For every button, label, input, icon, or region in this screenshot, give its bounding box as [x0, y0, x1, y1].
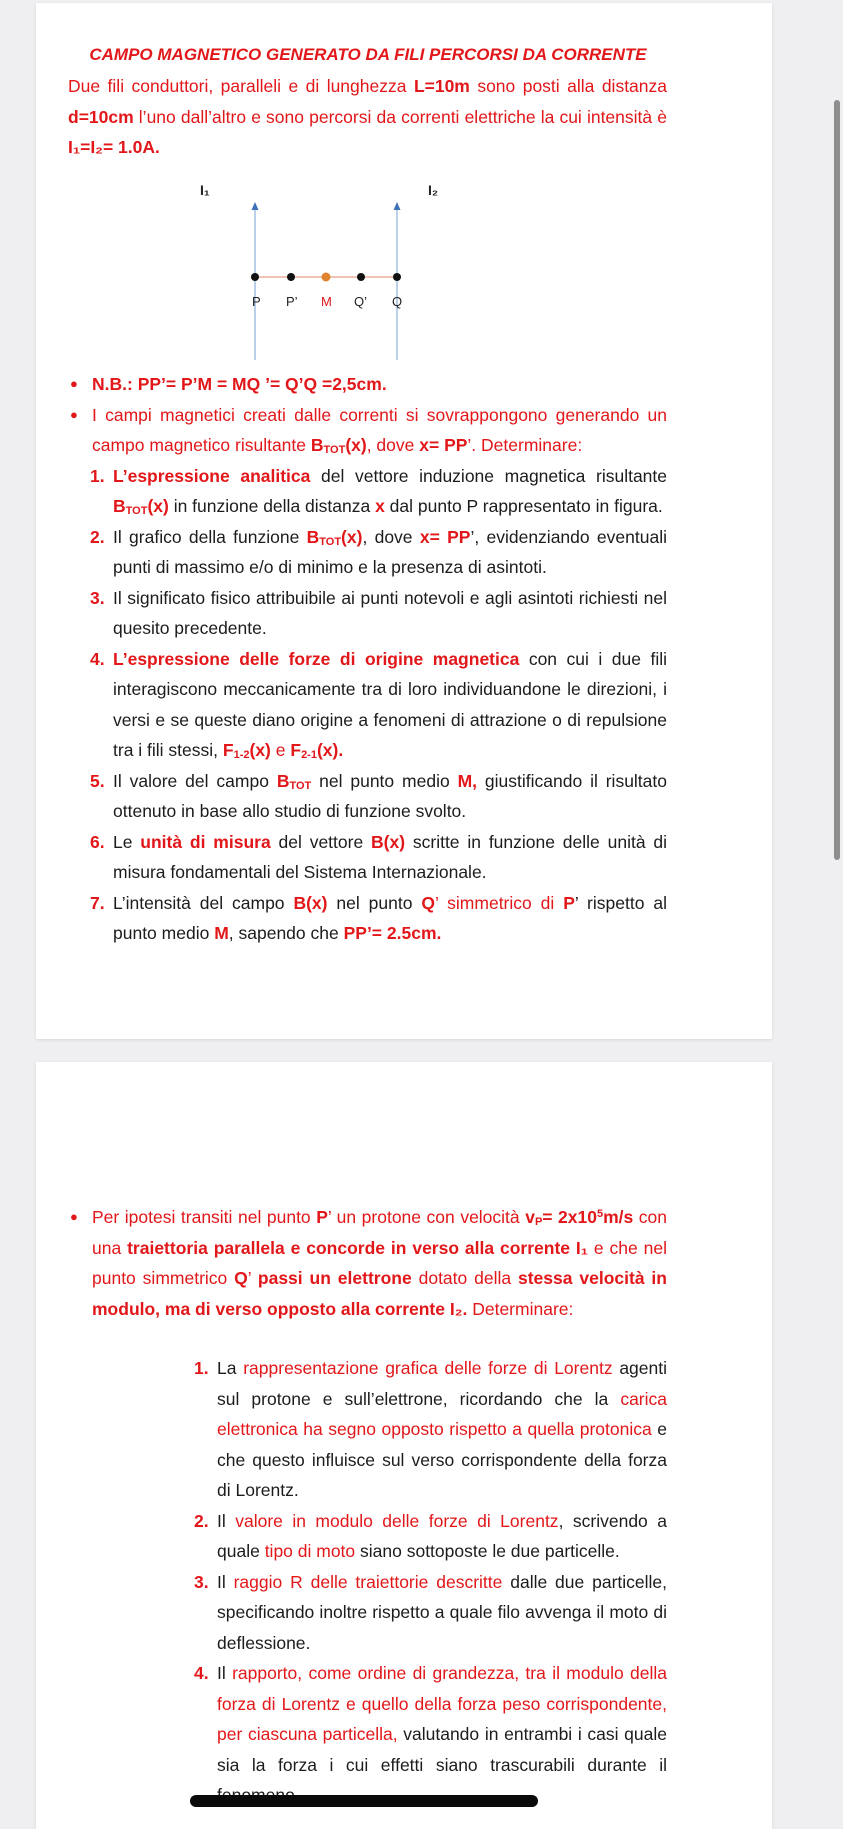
label-q: Q [392, 294, 403, 309]
scrollbar[interactable] [834, 100, 840, 860]
btot-q5: $B_{TOT}$ [276, 770, 312, 792]
f12: $F_{1-2}(x)$ [222, 740, 271, 761]
btot-q1: $B_{TOT}(x)$ [113, 496, 169, 517]
point-p-prime [287, 273, 295, 281]
bullet-campi: ● I campi magnetici creati dalle correnti si sovrappongono generando un campo magnetico risultante $B_{TOT}(x)$, dove x= PP’. Determinare: [70, 404, 667, 456]
point-m [322, 273, 331, 282]
question-2-2: 2. Il valore in modulo delle forze di Lorentz, scrivendo a quale tipo di moto siano sottoposte le due particelle. [194, 1510, 667, 1561]
bullet-list [70, 369, 667, 949]
wire1-label: I₁ [200, 182, 210, 198]
page-title: CAMPO MAGNETICO GENERATO DA FILI PERCORSI DA CORRENTE [89, 45, 647, 64]
question-1-1: 1. L’espressione analitica del vettore induzione magnetica risultante $B_{TOT}(x)$ in funzione della distanza x dal punto P rappresentato in figura. [90, 465, 668, 517]
question-2-3: 3. Il raggio R delle traiettorie descritte dalle due particelle, specificando inoltre rispetto a quale filo avvenga il moto di deflessione. [194, 1571, 667, 1653]
question-1-7: 7. L’intensità del campo B(x) nel punto Q’ simmetrico di P’ rispetto al punto medio M, sapendo che PP’= 2.5cm. [90, 892, 667, 943]
label-q-prime: Q’ [354, 294, 367, 309]
label-m: M [321, 294, 332, 309]
point-p [251, 273, 259, 281]
wire2-label: I₂ [428, 182, 439, 198]
point-q [393, 273, 401, 281]
point-q-prime [357, 273, 365, 281]
velocity: $v_P= 2x10^5m/s$ [525, 1207, 634, 1228]
bullet-nb: ● N.B.: PP’= P’M = MQ ’= Q’Q =2,5cm. [70, 374, 387, 394]
question-1-5: 5. Il valore del campo $B_{TOT}$ nel punto medio M, giustificando il risultato ottenuto in base allo studio di funzione svolto. [90, 770, 667, 821]
f21: $F_{2-1}(x)$. [290, 740, 344, 761]
question-1-2: 2. Il grafico della funzione $B_{TOT}(x)$, dove x= PP’, evidenziando eventuali punti di massimo e/o di minimo e la presenza di asintoti. [90, 526, 667, 577]
btot-label: $B_{TOT}(x)$ [310, 435, 367, 456]
question-2-4: 4. Il rapporto, come ordine di grandezza, tra il modulo della forza di Lorentz e quello della forza peso corrispondente, per ciascuna particella, valutando in entrambi i casi quale sia la forza i cui effetti siano trascurabili durante il [194, 1663, 668, 1775]
questions-list-2 [172, 1353, 667, 1811]
wire2-arrow [394, 202, 401, 210]
label-p-prime: P’ [286, 294, 298, 309]
question-1-6: 6. Le unità di misura del vettore B(x) scritte in funzione delle unità di misura fondamentali del Sistema Internazionale. [90, 831, 667, 882]
wire1-arrow [252, 202, 259, 210]
btot-q2: $B_{TOT}(x)$ [306, 526, 363, 548]
bullet-protone: ● Per ipotesi transiti nel punto P’ un protone con velocità $v_P= 2x10^5m/s$ con una traiettoria parallela e concorde in verso alla corrente I₁ e che nel punto simmetrico Q’ passi un elettrone dotato della stessa velocità in modulo, ma di verso opposto alla corrente I₂. Determinare: [70, 1207, 668, 1319]
intro-paragraph: Due fili conduttori, paralleli e di lunghezza L=10m sono posti alla distanza d=10cm l’uno dall’altro e sono percorsi da correnti elettriche la cui intensità è I₁=I₂= 1.0A. [68, 76, 667, 157]
question-1-3: 3. Il significato fisico attribuibile ai punti notevoli e agli asintoti richiesti nel quesito precedente. [90, 587, 667, 638]
home-indicator[interactable] [190, 1795, 538, 1807]
bullet-list-2 [70, 1202, 667, 1324]
question-1-4: 4. L’espressione delle forze di origine magnetica con cui i due fili interagiscono meccanicamente tra di loro individuandone le direzioni, i versi e se queste diano origine a fenomeni di attrazione o di repulsione tra i fili stessi, $F_{1-2}(x)$ e $F_{2-1}(x)$. [90, 648, 667, 761]
question-2-1: 1. La rappresentazione grafica delle forze di Lorentz agenti sul protone e sull’elettrone, ricordando che la carica elettronica ha segno opposto rispetto a quella protonica e che questo influisce sul verso corrispondente della forza di Lorentz. [194, 1358, 668, 1500]
questions-list-1 [70, 461, 667, 949]
wires-diagram [200, 172, 440, 378]
label-p: P [252, 294, 261, 309]
